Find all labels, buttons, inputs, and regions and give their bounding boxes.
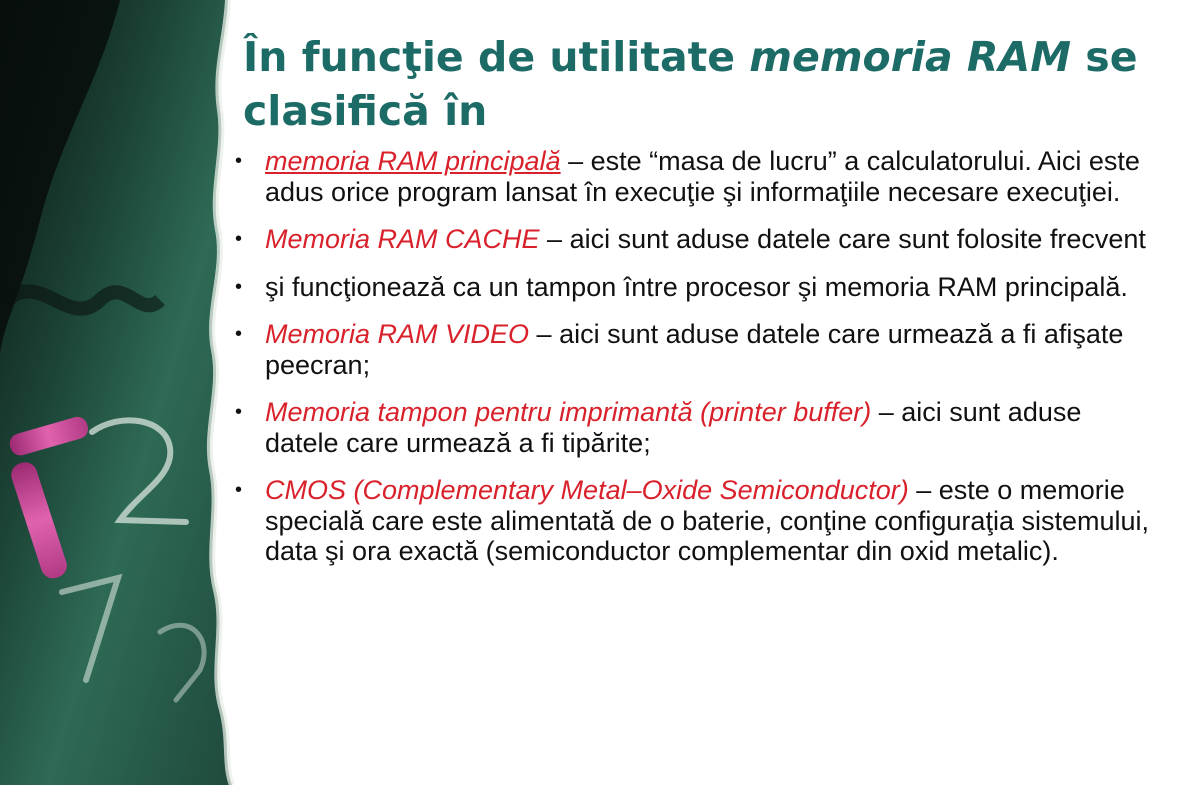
bullet-icon: •: [235, 479, 243, 501]
title-text: În funcţie de utilitate: [243, 33, 750, 81]
title-emphasis: memoria RAM: [749, 33, 1072, 81]
item-term: Memoria tampon pentru imprimantă (printer buffer): [265, 397, 872, 427]
item-text: – este o memorie specială care este alimentată de o baterie, conţine configuraţia sistemului, data şi ora exactă (semiconductor complementar din oxid metalic).: [265, 475, 1149, 566]
bullet-icon: •: [235, 150, 243, 172]
item-text: – aici sunt aduse datele care urmează a fi afişate peecran;: [265, 319, 1124, 380]
list-item: [235, 319, 1160, 380]
item-term: memoria RAM principală: [265, 146, 561, 176]
item-text: – aici sunt aduse datele care sunt folosite frecvent: [539, 224, 1146, 254]
item-text: – aici sunt aduse datele care urmează a fi tipărite;: [265, 397, 1082, 458]
item-term: Memoria RAM CACHE: [265, 224, 540, 254]
list-item: [235, 475, 1160, 567]
list-item: [235, 146, 1160, 207]
list-item: [235, 397, 1160, 458]
item-text: – este “masa de lucru” a calculatorului. Aici este adus orice program lansat în execuţie şi informaţiile necesare execuţiei.: [265, 146, 1140, 207]
list-item: [235, 272, 1160, 303]
bullet-icon: •: [235, 401, 243, 423]
bullet-icon: •: [235, 228, 243, 250]
title-text-end: se clasifică în: [243, 33, 1138, 135]
bullet-list: [235, 146, 1160, 584]
item-term: CMOS (Complementary Metal–Oxide Semiconductor): [265, 475, 909, 505]
item-text: şi funcţionează ca un tampon între procesor şi memoria RAM principală.: [265, 271, 1128, 302]
bullet-icon: •: [235, 323, 243, 345]
bullet-icon: •: [235, 275, 243, 298]
page-title: [243, 30, 1143, 138]
list-item: [235, 224, 1160, 255]
item-term: Memoria RAM VIDEO: [265, 319, 530, 349]
